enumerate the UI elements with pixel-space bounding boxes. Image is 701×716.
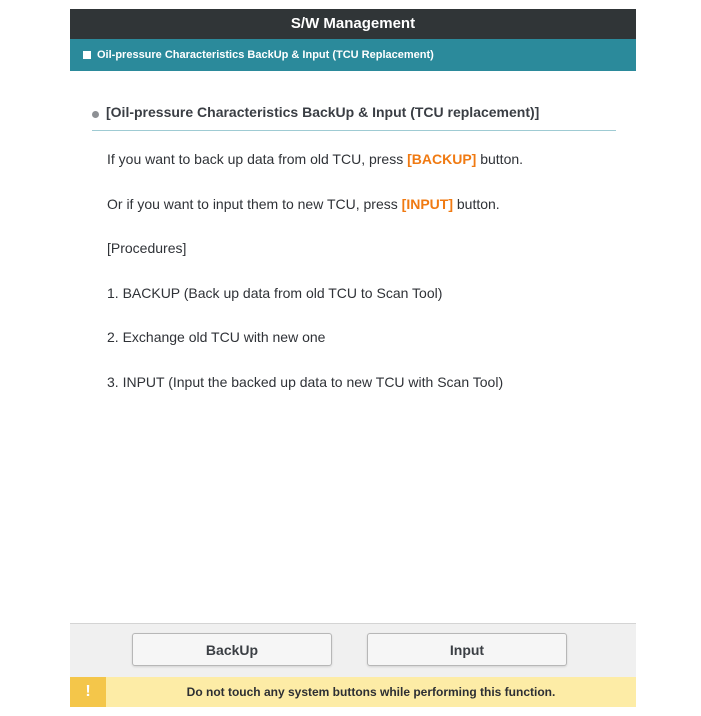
warning-text: Do not touch any system buttons while performing this function. [186, 685, 556, 699]
backup-button[interactable]: BackUp [132, 633, 332, 666]
backup-instruction-text: If you want to back up data from old TCU, press [107, 151, 408, 167]
window-title: S/W Management [290, 15, 416, 32]
square-bullet-icon [83, 51, 91, 59]
procedure-step-2: 2. Exchange old TCU with new one [107, 329, 326, 345]
input-instruction-text: Or if you want to input them to new TCU, press [107, 195, 402, 212]
procedure-step-1: 1. BACKUP (Back up data from old TCU to Scan Tool) [107, 284, 443, 301]
title-bar [70, 9, 636, 39]
sub-header-title: Oil-pressure Characteristics BackUp & Input (TCU Replacement) [97, 49, 434, 61]
backup-keyword: [BACKUP] [407, 151, 477, 167]
procedure-step-3: 3. INPUT (Input the backed up data to new TCU with Scan Tool) [107, 373, 504, 390]
warning-icon: ! [70, 677, 106, 707]
input-instruction [107, 195, 617, 240]
sw-management-window [70, 9, 636, 707]
backup-instruction [107, 150, 617, 195]
dot-bullet-icon [92, 111, 99, 118]
procedures-label: [Procedures] [107, 240, 187, 256]
section-heading-text: [Oil-pressure Characteristics BackUp & Input (TCU replacement)] [106, 104, 540, 120]
backup-instruction-suffix: button. [476, 151, 524, 167]
section-heading [92, 101, 616, 131]
input-instruction-suffix: button. [452, 195, 500, 212]
sub-header [70, 39, 636, 71]
instructions-panel [107, 150, 617, 417]
warning-bar [70, 677, 636, 707]
input-button[interactable]: Input [367, 633, 567, 666]
input-keyword: [INPUT] [401, 195, 453, 212]
